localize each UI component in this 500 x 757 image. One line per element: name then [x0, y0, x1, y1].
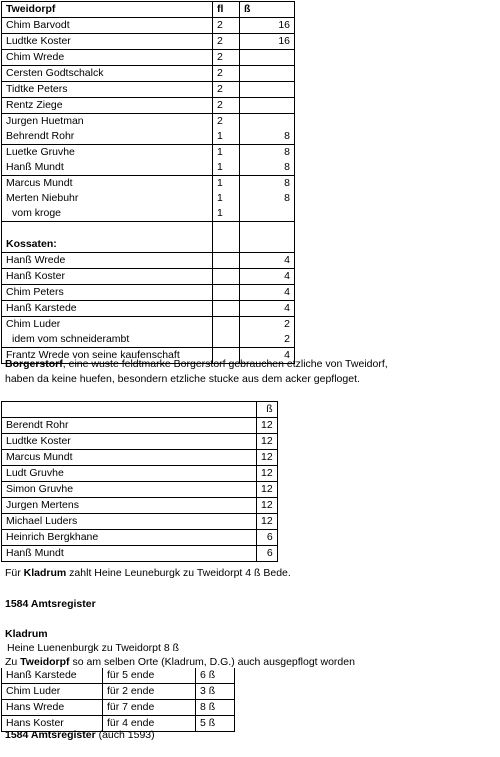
fl-cell: 2 — [213, 66, 240, 82]
schilling-cell — [240, 114, 295, 130]
name-cell: Simon Gruvhe — [2, 482, 257, 498]
borgerstorf-bold: Borgerstorf — [5, 358, 63, 370]
name-cell: Chim Luder — [2, 317, 213, 333]
fl-cell: 1 — [213, 145, 240, 161]
name-cell: Hanß Koster — [2, 269, 213, 285]
zu-bold: Tweidorpf — [20, 656, 70, 668]
name-cell: Marcus Mundt — [2, 450, 257, 466]
amtsregister-footer-post: (auch 1593) — [95, 729, 155, 741]
borgerstorf-text1: , eine wuste feldtmarke Borgerstorf gebrauchen etzliche von Tweidorf, — [62, 358, 388, 370]
fl-cell — [213, 269, 240, 285]
name-cell: Heinrich Bergkhane — [2, 530, 257, 546]
schilling-cell: 4 — [240, 301, 295, 317]
name-cell: Hanß Wrede — [2, 253, 213, 269]
table-row — [2, 546, 278, 562]
table-row — [2, 82, 295, 98]
fl-cell — [213, 317, 240, 333]
table-row — [2, 466, 278, 482]
name-cell: Chim Barvodt — [2, 18, 213, 34]
schilling-cell: 6 — [257, 546, 278, 562]
table-row — [2, 700, 235, 716]
table-row — [2, 145, 295, 161]
zu-post: so am selben Orte (Kladrum, D.G.) auch ausgepflogt worden — [69, 656, 355, 668]
table-row — [2, 34, 295, 50]
header-cell — [2, 402, 257, 418]
name-cell: Michael Luders — [2, 514, 257, 530]
table-row — [2, 129, 295, 145]
fl-cell: 2 — [213, 18, 240, 34]
name-cell: Jurgen Huetman — [2, 114, 213, 130]
fl-cell: 1 — [213, 206, 240, 222]
name-cell: Chim Wrede — [2, 50, 213, 66]
schilling-cell: 4 — [240, 285, 295, 301]
fl-cell: 2 — [213, 82, 240, 98]
name-cell: Hanß Mundt — [2, 160, 213, 176]
schilling-cell: 4 — [240, 348, 295, 364]
fl-cell — [213, 301, 240, 317]
fl-cell — [213, 222, 240, 238]
name-cell: Ludtke Koster — [2, 434, 257, 450]
name-cell: Hanß Karstede — [2, 668, 103, 684]
fl-cell: 1 — [213, 191, 240, 206]
name-cell: Ludt Gruvhe — [2, 466, 257, 482]
table-row — [2, 434, 278, 450]
name-cell: Chim Luder — [2, 684, 103, 700]
fl-cell: 2 — [213, 98, 240, 114]
schilling-cell: 16 — [240, 18, 295, 34]
schilling-cell: 8 — [240, 191, 295, 206]
kladrum-heading: Kladrum — [5, 628, 48, 640]
table-row — [2, 684, 235, 700]
table-row — [2, 498, 278, 514]
fl-cell — [213, 332, 240, 348]
schilling-cell: 8 — [240, 145, 295, 161]
borgerstorf-paragraph-line1 — [5, 357, 388, 372]
name-cell: Hans Koster — [2, 716, 103, 732]
table-row — [2, 514, 278, 530]
amount-cell: 6 ß — [196, 668, 235, 684]
fl-cell: 2 — [213, 114, 240, 130]
name-cell: Frantz Wrede von seine kaufenschaft — [2, 348, 213, 364]
fl-cell: 2 — [213, 50, 240, 66]
table-row — [2, 160, 295, 176]
schilling-cell — [240, 50, 295, 66]
table-row — [2, 176, 295, 192]
schilling-cell: 2 — [240, 332, 295, 348]
header-cell: fl — [213, 2, 240, 18]
schilling-cell: 16 — [240, 34, 295, 50]
table-row — [2, 18, 295, 34]
schilling-cell: 4 — [240, 269, 295, 285]
table-row — [2, 98, 295, 114]
tweidorpf-table — [1, 1, 295, 364]
schilling-cell — [240, 222, 295, 238]
table-row — [2, 482, 278, 498]
table-row — [2, 332, 295, 348]
table-row — [2, 418, 278, 434]
fl-cell: 1 — [213, 160, 240, 176]
schilling-cell: 12 — [257, 498, 278, 514]
schilling-cell: 8 — [240, 129, 295, 145]
table-row — [2, 50, 295, 66]
table-header-row — [2, 402, 278, 418]
name-cell: Merten Niebuhr — [2, 191, 213, 206]
schilling-cell: 12 — [257, 450, 278, 466]
kladrum-post: zahlt Heine Leuneburgk zu Tweidorpt 4 ß Bede. — [66, 567, 291, 579]
table-row — [2, 222, 295, 238]
name-cell: Cersten Godtschalck — [2, 66, 213, 82]
header-cell: Tweidorpf — [2, 2, 213, 18]
table-row — [2, 114, 295, 130]
schilling-cell: 12 — [257, 514, 278, 530]
schilling-cell: 8 — [240, 176, 295, 192]
schilling-cell: 12 — [257, 466, 278, 482]
table-row — [2, 269, 295, 285]
fl-cell — [213, 285, 240, 301]
header-cell: ß — [257, 402, 278, 418]
table-row — [2, 191, 295, 206]
table-row — [2, 450, 278, 466]
name-cell: Hanß Karstede — [2, 301, 213, 317]
amtsregister-footer — [5, 728, 155, 743]
amtsregister-footer-bold: 1584 Amtsregister — [5, 729, 96, 741]
zu-pre: Zu — [5, 656, 21, 668]
table-row — [2, 237, 295, 253]
schilling-cell: 8 — [240, 160, 295, 176]
table-row — [2, 285, 295, 301]
schilling-cell: 12 — [257, 482, 278, 498]
amtsregister-heading-1: 1584 Amtsregister — [5, 598, 96, 610]
kladrum-pre: Für — [5, 567, 24, 579]
kladrum-payments-table — [1, 668, 235, 732]
fl-cell — [213, 237, 240, 253]
schilling-cell: 6 — [257, 530, 278, 546]
name-cell: Tidtke Peters — [2, 82, 213, 98]
fl-cell — [213, 253, 240, 269]
table-row — [2, 206, 295, 222]
name-cell: Behrendt Rohr — [2, 129, 213, 145]
schilling-cell — [240, 98, 295, 114]
name-cell: Kossaten: — [2, 237, 213, 253]
table-row — [2, 317, 295, 333]
name-cell: Hanß Mundt — [2, 546, 257, 562]
name-cell: Chim Peters — [2, 285, 213, 301]
name-cell: Rentz Ziege — [2, 98, 213, 114]
fl-cell: 1 — [213, 176, 240, 192]
kladrum-line — [5, 566, 291, 581]
name-cell: Berendt Rohr — [2, 418, 257, 434]
table-row — [2, 253, 295, 269]
schilling-cell: 12 — [257, 418, 278, 434]
header-cell: ß — [240, 2, 295, 18]
kladrum-bold: Kladrum — [23, 567, 67, 579]
fl-cell: 1 — [213, 129, 240, 145]
name-cell: Luetke Gruvhe — [2, 145, 213, 161]
table-row — [2, 301, 295, 317]
fl-cell: 2 — [213, 34, 240, 50]
name-cell: vom kroge — [2, 206, 213, 222]
ende-cell: für 4 ende — [103, 716, 196, 732]
borgerstorf-table — [1, 401, 278, 562]
table-row — [2, 66, 295, 82]
name-cell: Hans Wrede — [2, 700, 103, 716]
amount-cell: 5 ß — [196, 716, 235, 732]
schilling-cell: 2 — [240, 317, 295, 333]
heine-line: Heine Luenenburgk zu Tweidorpt 8 ß — [7, 642, 179, 654]
schilling-cell — [240, 82, 295, 98]
schilling-cell: 4 — [240, 253, 295, 269]
amount-cell: 3 ß — [196, 684, 235, 700]
schilling-cell: 12 — [257, 434, 278, 450]
table-header-row — [2, 2, 295, 18]
name-cell — [2, 222, 213, 238]
ende-cell: für 2 ende — [103, 684, 196, 700]
schilling-cell — [240, 206, 295, 222]
schilling-cell — [240, 237, 295, 253]
amount-cell: 8 ß — [196, 700, 235, 716]
table-row — [2, 668, 235, 684]
ende-cell: für 7 ende — [103, 700, 196, 716]
borgerstorf-paragraph-line2: haben da keine huefen, besondern etzliche stucke aus dem acker gepfloget. — [5, 373, 360, 385]
name-cell: Marcus Mundt — [2, 176, 213, 192]
name-cell: idem vom schneiderambt — [2, 332, 213, 348]
table-row — [2, 530, 278, 546]
schilling-cell — [240, 66, 295, 82]
ende-cell: für 5 ende — [103, 668, 196, 684]
name-cell: Ludtke Koster — [2, 34, 213, 50]
name-cell: Jurgen Mertens — [2, 498, 257, 514]
